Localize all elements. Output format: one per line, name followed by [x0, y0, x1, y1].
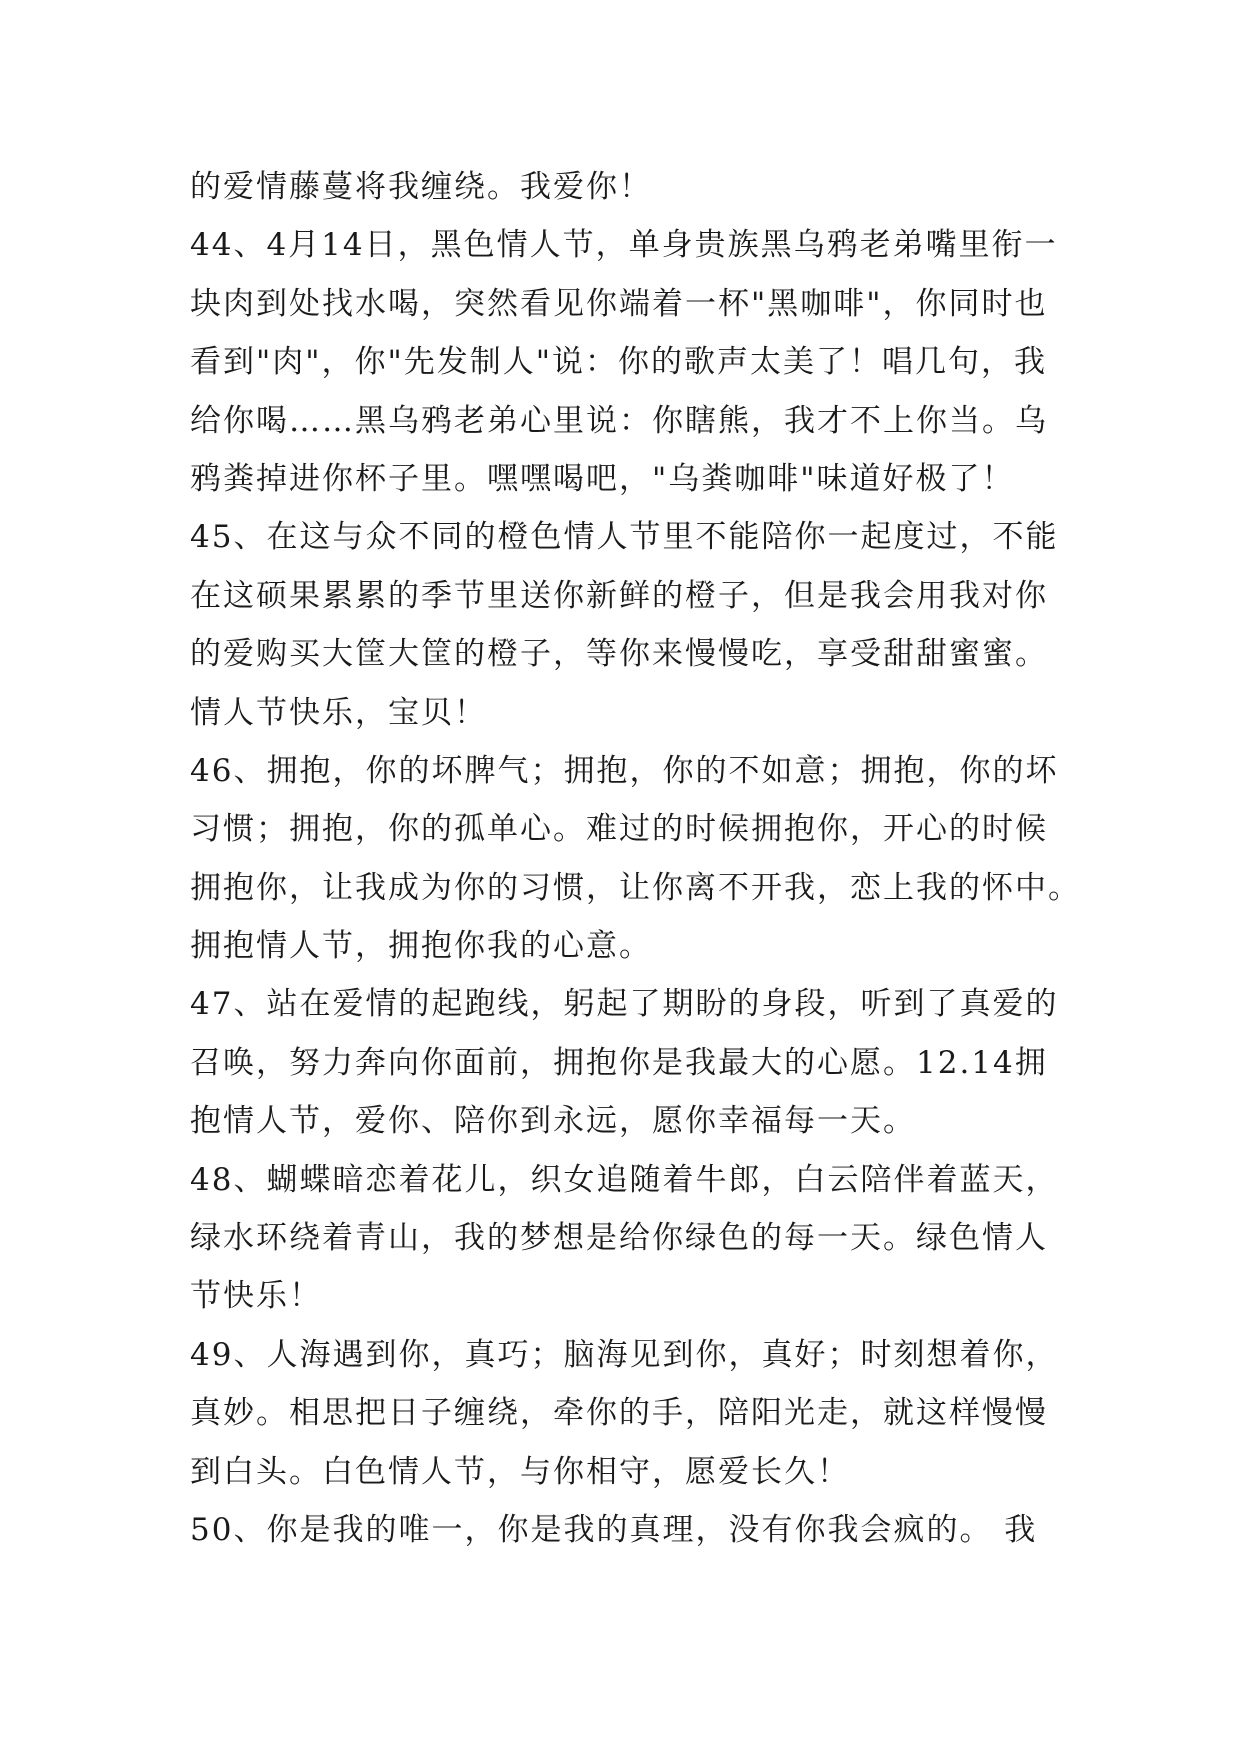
text-line: 拥抱情人节，拥抱你我的心意。 — [190, 928, 652, 965]
text-line: 习惯；拥抱，你的孤单心。难过的时候拥抱你，开心的时候 — [190, 811, 1048, 848]
text-line: 到白头。白色情人节，与你相守，愿爱长久！ — [190, 1453, 850, 1490]
text-line: 49、人海遇到你，真巧；脑海见到你，真好；时刻想着你， — [190, 1336, 1059, 1373]
text-line: 给你喝……黑乌鸦老弟心里说：你瞎熊，我才不上你当。乌 — [190, 402, 1048, 439]
text-line: 抱情人节，爱你、陪你到永远，愿你幸福每一天。 — [190, 1103, 916, 1140]
text-line: 47、站在爱情的起跑线，躬起了期盼的身段，听到了真爱的 — [190, 986, 1059, 1023]
text-line: 的爱情藤蔓将我缠绕。我爱你！ — [190, 169, 652, 205]
text-line: 情人节快乐，宝贝！ — [190, 694, 487, 731]
body-text — [190, 158, 1081, 1559]
text-line: 44、4月14日，黑色情人节，单身贵族黑乌鸦老弟嘴里衔一 — [190, 227, 1058, 264]
text-line: 看到"肉"，你"先发制人"说：你的歌声太美了！唱几句，我 — [190, 344, 1048, 381]
text-line: 真妙。相思把日子缠绕，牵你的手，陪阳光走，就这样慢慢 — [190, 1395, 1048, 1432]
text-line: 拥抱你，让我成为你的习惯，让你离不开我，恋上我的怀中。 — [190, 869, 1081, 906]
text-line: 45、在这与众不同的橙色情人节里不能陪你一起度过，不能 — [190, 519, 1059, 556]
text-line: 在这硕果累累的季节里送你新鲜的橙子，但是我会用我对你 — [190, 577, 1048, 614]
text-line: 50、你是我的唯一，你是我的真理，没有你我会疯的。 我 — [190, 1511, 1038, 1548]
text-line: 48、蝴蝶暗恋着花儿，织女追随着牛郎，白云陪伴着蓝天， — [190, 1161, 1059, 1198]
text-line: 鸦粪掉进你杯子里。嘿嘿喝吧，"乌粪咖啡"味道好极了！ — [190, 460, 1015, 497]
text-line: 绿水环绕着青山，我的梦想是给你绿色的每一天。绿色情人 — [190, 1220, 1048, 1257]
text-line: 46、拥抱，你的坏脾气；拥抱，你的不如意；拥抱，你的坏 — [190, 752, 1059, 789]
text-line: 块肉到处找水喝，突然看见你端着一杯"黑咖啡"，你同时也 — [190, 285, 1048, 322]
text-line: 节快乐！ — [190, 1278, 322, 1315]
text-line: 的爱购买大筐大筐的橙子，等你来慢慢吃，享受甜甜蜜蜜。 — [190, 636, 1048, 673]
text-line: 召唤，努力奔向你面前，拥抱你是我最大的心愿。12.14拥 — [190, 1044, 1048, 1081]
